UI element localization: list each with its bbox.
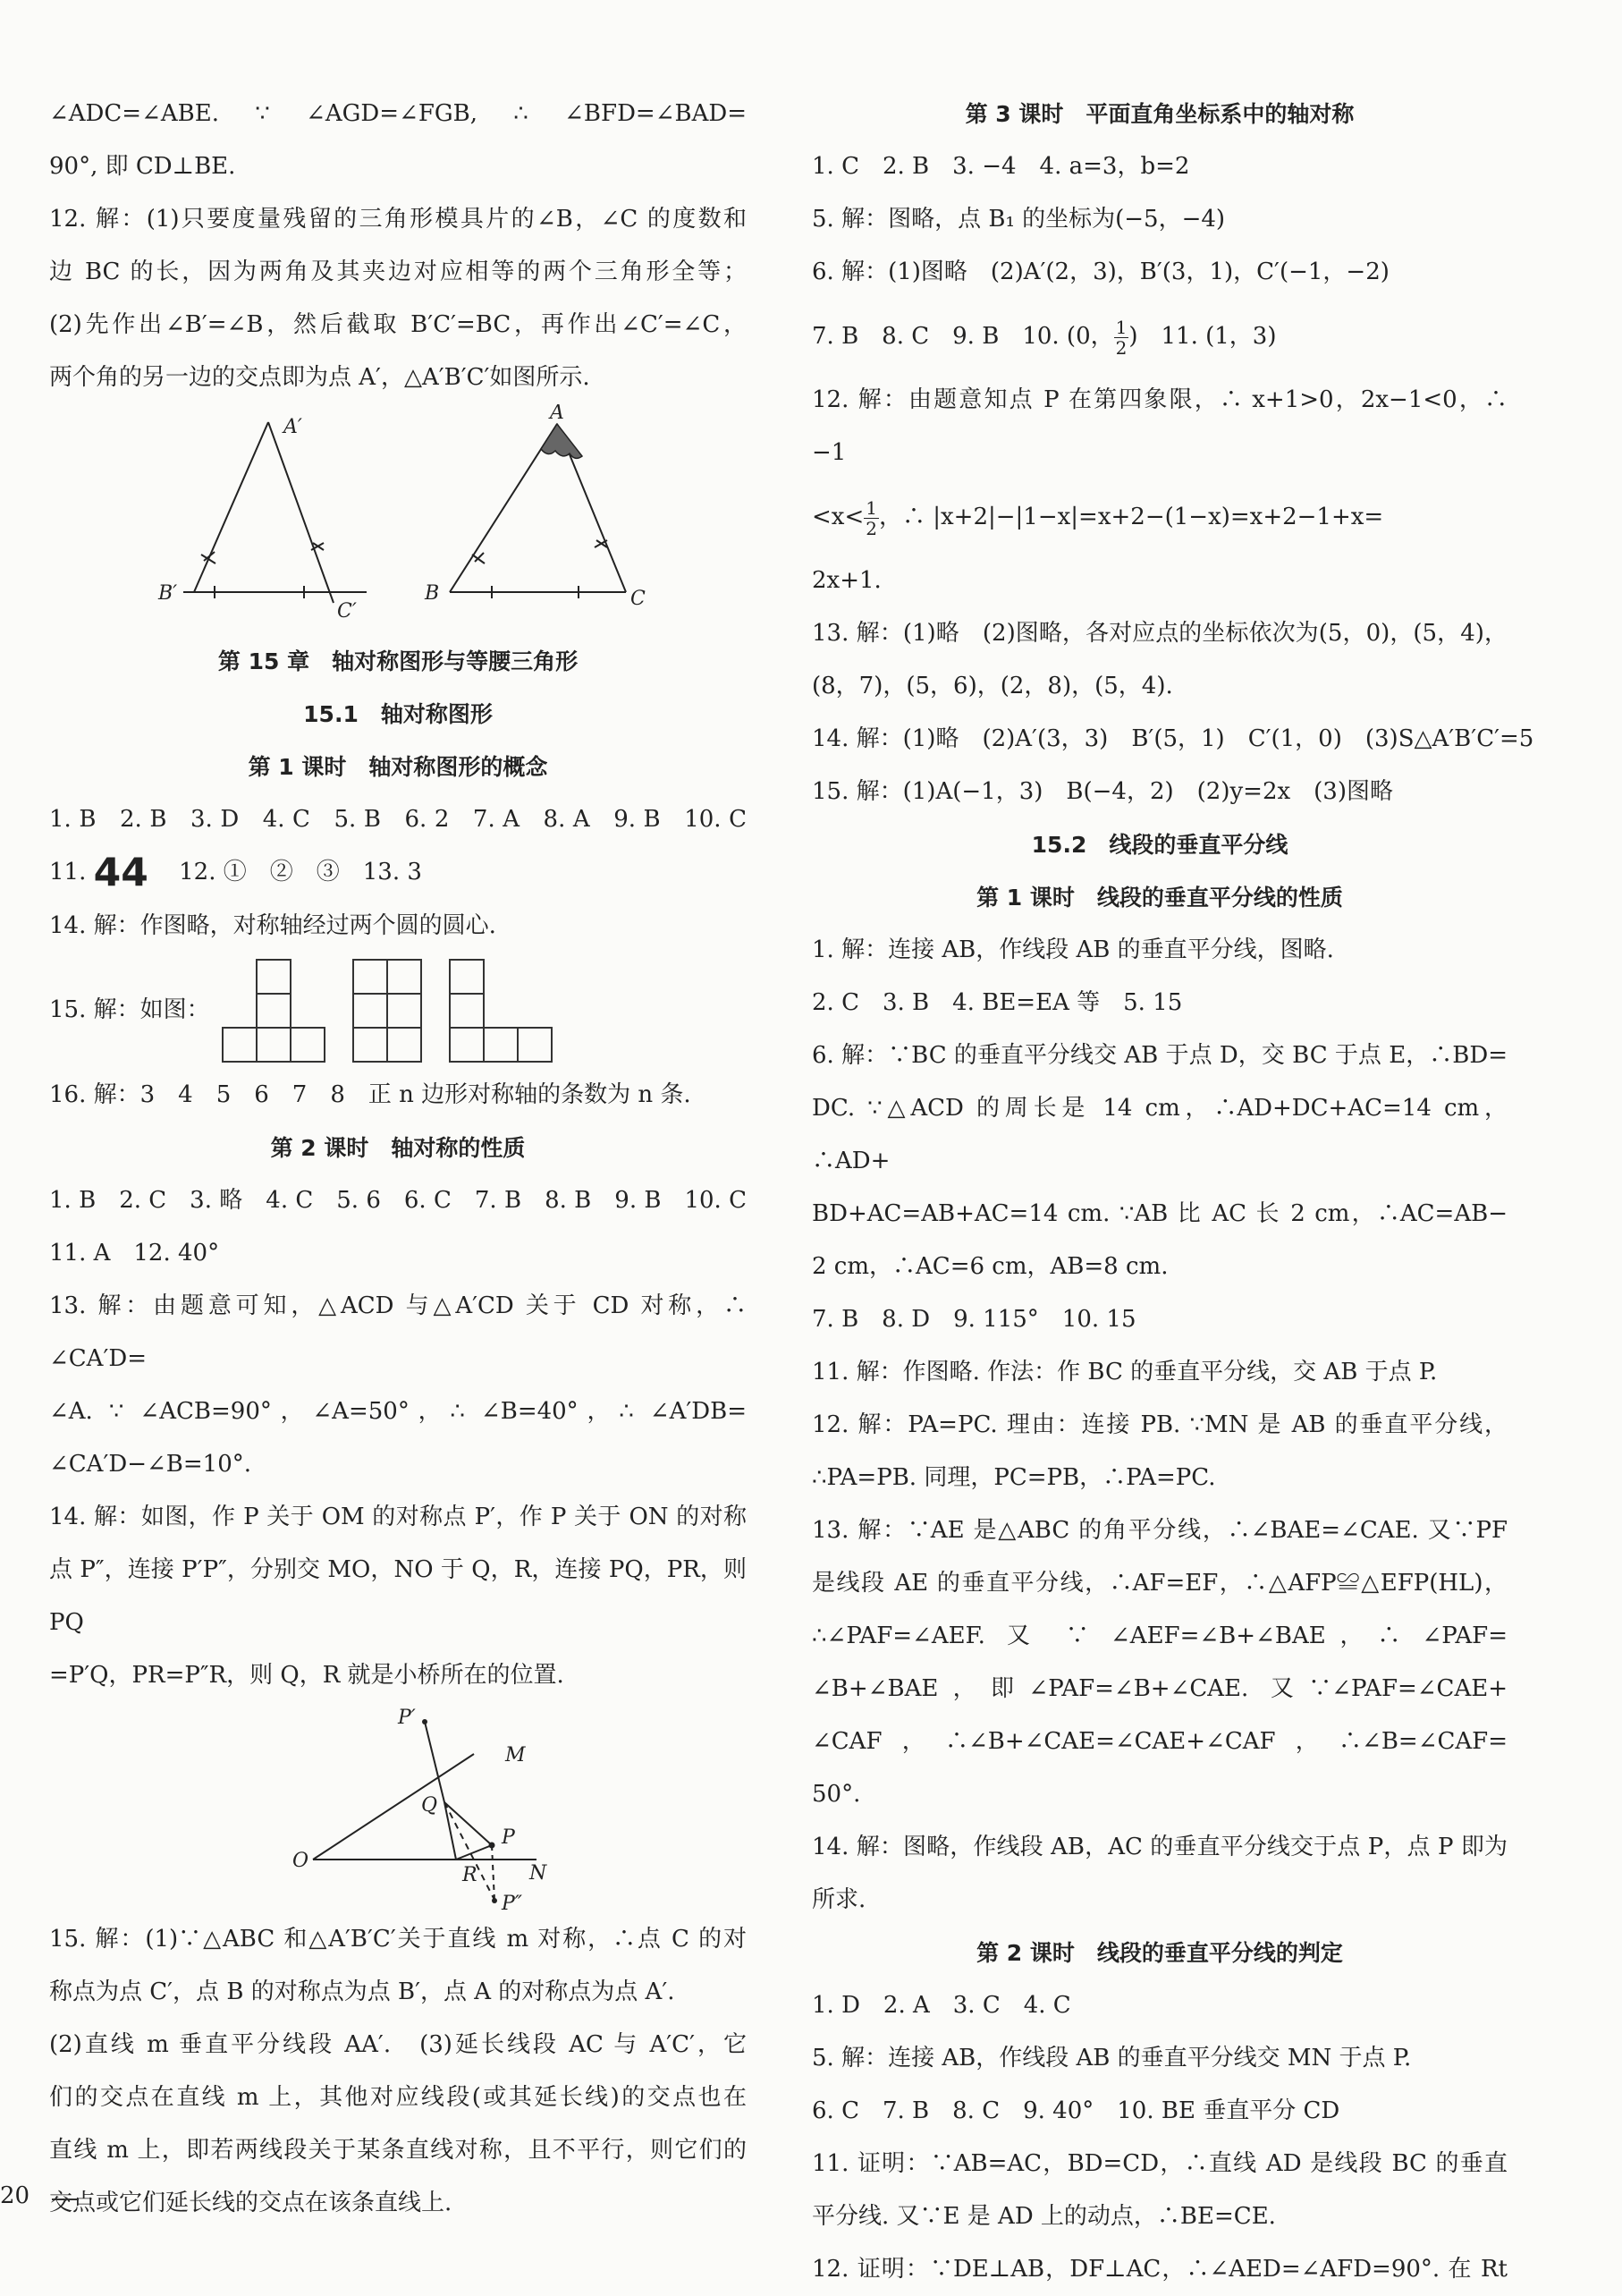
text-line: 点 P″，连接 P′P″，分别交 MO，NO 于 Q，R，连接 PQ，PR，则 PQ [49,1555,747,1636]
text-line: ∴∠PAF=∠AEF. 又 ∵ ∠AEF=∠B+∠BAE，∴ ∠PAF= [812,1622,1508,1649]
fraction-numerator: 1 [1115,316,1128,338]
text-line: 13. 解：(1)略 (2)图略，各对应点的坐标依次为(5，0)，(5，4)， [812,620,1508,647]
label-o: O [292,1849,309,1872]
text-line: 11. 证明：∵AB=AC，BD=CD，∴直线 AD 是线段 BC 的垂直 [812,2150,1508,2177]
lesson-title: 第 3 课时 平面直角坐标系中的轴对称 [965,101,1355,127]
text-line: 边 BC 的长，因为两角及其夹边对应相等的两个三角形全等； [49,258,747,285]
text-line: BD+AC=AB+AC=14 cm. ∵AB 比 AC 长 2 cm，∴AC=AB− [812,1200,1508,1227]
text-line: 12. 证明：∵DE⊥AB，DF⊥AC，∴∠AED=∠AFD=90°. 在 Rt [812,2256,1508,2283]
answer-line: 1. D 2. A 3. C 4. C [812,1992,1071,2019]
label-m: M [505,1743,526,1766]
text-line: DC. ∵△ACD 的周长是 14 cm，∴AD+DC+AC=14 cm，∴AD+ [812,1095,1508,1174]
text-line: 1. 解：连接 AB，作线段 AB 的垂直平分线，图略. [812,936,1334,963]
ray-c1 [268,422,334,603]
answer-number: 11. [49,859,87,885]
text-line: 11. 解：作图略. 作法：作 BC 的垂直平分线，交 AB 于点 P. [812,1359,1438,1385]
answer-line: 7. B 8. D 9. 115° 10. 15 [812,1306,1136,1333]
answer-line: 1. C 2. B 3. −4 4. a=3，b=2 [812,153,1190,180]
fraction-denominator: 2 [1115,336,1128,359]
fraction [1114,318,1129,358]
text-line: 50°. [812,1781,861,1808]
bridge-figure [49,1702,747,1913]
grid-shape-2 [353,960,421,1062]
label-b1: B′ [158,582,178,605]
right-column [812,88,1534,2296]
text-line: 16. 解：3 4 5 6 7 8 正 n 边形对称轴的条数为 n 条. [49,1080,691,1108]
label-a: A [550,404,564,424]
text-line: ∠B+∠BAE，即∠PAF=∠B+∠CAE. 又∵∠PAF=∠CAE+ [812,1675,1508,1702]
text-line: 15. 解：(1)A(−1，3) B(−4，2) (2)y=2x (3)图略 [812,778,1393,805]
grid-shape-3 [450,960,552,1062]
answer-line: 6. C 7. B 8. C 9. 40° 10. BE 垂直平分 CD [812,2097,1340,2124]
text-line: ∠CA′D−∠B=10°. [49,1450,252,1478]
text-line: 14. 解：图略，作线段 AB，AC 的垂直平分线交于点 P，点 P 即为 [812,1834,1508,1860]
text-line: ∠ADC=∠ABE. ∵ ∠AGD=∠FGB, ∴ ∠BFD=∠BAD= [49,100,747,127]
text-line: 14. 解：(1)略 (2)A′(3，3) B′(5，1) C′(1，0) (3)S△A′B′C′=5 [812,725,1534,752]
inequality-text: <x< [812,504,865,530]
left-column [49,88,747,2230]
text-line: 直线 m 上，即若两线段关于某条直线对称，且不平行，则它们的 [49,2136,747,2164]
text-line: ∠CAF，∴∠B+∠CAE=∠CAE+∠CAF，∴∠B=∠CAF= [812,1728,1508,1755]
text-line: 两个角的另一边的交点即为点 A′，△A′B′C′如图所示. [49,364,590,391]
answer-text: 12. ① ② ③ 13. 3 [156,859,422,885]
label-r: R [462,1863,477,1886]
ray-b1 [194,422,268,592]
label-n: N [529,1861,547,1885]
triangle-figure-svg [49,404,747,635]
text-line: ∴PA=PB. 同理，PC=PB，∴PA=PC. [812,1464,1216,1491]
text-line: 14. 解：如图，作 P 关于 OM 的对称点 P′，作 P 关于 ON 的对称 [49,1503,747,1530]
text-line: 5. 解：图略，点 B₁ 的坐标为(−5，−4) [812,206,1226,233]
text-line: 们的交点在直线 m 上，其他对应线段(或其延长线)的交点也在 [49,2083,747,2111]
answer-line: 1. B 2. B 3. D 4. C 5. B 6. 2 7. A 8. A 9. B 10. C [49,806,747,833]
text-line: 所求. [812,1886,866,1913]
answer-line [812,299,1508,374]
bridge-figure-svg [49,1702,747,1913]
q15-figure-row [49,953,747,1069]
text-line: 6. 解：(1)图略 (2)A′(2，3)，B′(3，1)，C′(−1，−2) [812,258,1390,285]
text-line: 是线段 AE 的垂直平分线，∴AF=EF，∴△AFP≌△EFP(HL)， [812,1570,1508,1597]
text-line: 交点或它们延长线的交点在该条直线上. [49,2189,452,2216]
lesson-title: 第 1 课时 轴对称图形的概念 [248,754,548,780]
text-line: 12. 解：由题意知点 P 在第四象限，∴ x+1>0，2x−1<0，∴ −1 [812,386,1508,466]
text-line: 12. 解：PA=PC. 理由：连接 PB. ∵MN 是 AB 的垂直平分线， [812,1411,1508,1438]
label-c: C [630,588,646,610]
fraction-numerator: 1 [866,496,877,519]
text-line: ∠A. ∵ ∠ACB=90°，∠A=50°，∴ ∠B=40°，∴ ∠A′DB= [49,1397,747,1425]
footer-rule [52,2199,79,2200]
text-line: (2)先作出∠B′=∠B，然后截取 B′C′=BC，再作出∠C′=∠C， [49,311,747,338]
text-line: 平分线. 又∵E 是 AD 上的动点，∴BE=CE. [812,2203,1276,2230]
label-q: Q [421,1793,438,1817]
text-line: 6. 解：∵BC 的垂直平分线交 AB 于点 D，交 BC 于点 E，∴BD= [812,1042,1508,1069]
answer-text: 7. B 8. C 9. B 10. (0， [812,323,1114,350]
answer-line: 1. B 2. C 3. 略 4. C 5. 6 6. C 7. B 8. B 9. B 10. C [49,1186,747,1214]
text-line: 2 cm，∴AC=6 cm，AB=8 cm. [812,1253,1169,1280]
text-line: 14. 解：作图略，对称轴经过两个圆的圆心. [49,911,496,939]
fraction-denominator: 2 [866,517,877,539]
text-line: 13. 解：由题意可知，△ACD 与△A′CD 关于 CD 对称，∴ ∠CA′D= [49,1292,747,1372]
answer-line: 11. A 12. 40° [49,1239,220,1267]
mirrored-44-glyph: 44 [93,850,148,896]
triangle-construction-figure [49,404,747,635]
text-line: 15. 解：(1)∵△ABC 和△A′B′C′关于直线 m 对称，∴点 C 的对 [49,1925,747,1953]
text-line: (8，7)，(5，6)，(2，8)，(5，4). [812,673,1173,699]
text-line: 称点为点 C′，点 B 的对称点为点 B′，点 A 的对称点为点 A′. [49,1978,675,2005]
expression-text: ，∴ |x+2|−|1−x|=x+2−(1−x)=x+2−1+x= [878,504,1384,530]
label-c1: C′ [337,600,357,623]
fraction [864,498,879,538]
grid-shape-1 [223,960,325,1062]
label-a1: A′ [283,416,302,438]
section-title: 15.1 轴对称图形 [303,701,493,727]
text-line: 13. 解：∵AE 是△ABC 的角平分线，∴∠BAE=∠CAE. 又∵PF [812,1517,1508,1544]
page-number: 20 [0,2182,30,2209]
lesson-title: 第 2 课时 轴对称的性质 [270,1134,526,1161]
answer-line [49,846,747,900]
text-line [812,479,1508,555]
text-line: 15. 解：如图： [49,996,210,1023]
label-p2: P″ [502,1892,523,1913]
text-line: 2x+1. [812,567,882,594]
label-b: B [425,582,440,605]
section-title: 15.2 线段的垂直平分线 [1031,832,1288,858]
text-line: 12. 解：(1)只要度量残留的三角形模具片的∠B，∠C 的度数和 [49,206,747,233]
answer-line: 2. C 3. B 4. BE=EA 等 5. 15 [812,989,1183,1016]
label-p1: P′ [398,1706,416,1729]
text-line: 5. 解：连接 AB，作线段 AB 的垂直平分线交 MN 于点 P. [812,2045,1412,2071]
lesson-title: 第 1 课时 线段的垂直平分线的性质 [976,885,1343,911]
label-p: P [502,1826,515,1849]
broken-piece-shading [541,424,582,458]
text-line: =P′Q，PR=P″R，则 Q，R 就是小桥所在的位置. [49,1661,564,1689]
answer-text: ) 11. (1，3) [1128,323,1277,350]
text-line: (2)直线 m 垂直平分线段 AA′. (3)延长线段 AC 与 A′C′，它 [49,2030,747,2058]
chapter-title: 第 15 章 轴对称图形与等腰三角形 [217,648,579,674]
text-line: 90°, 即 CD⊥BE. [49,153,236,180]
lesson-title: 第 2 课时 线段的垂直平分线的判定 [976,1940,1343,1966]
